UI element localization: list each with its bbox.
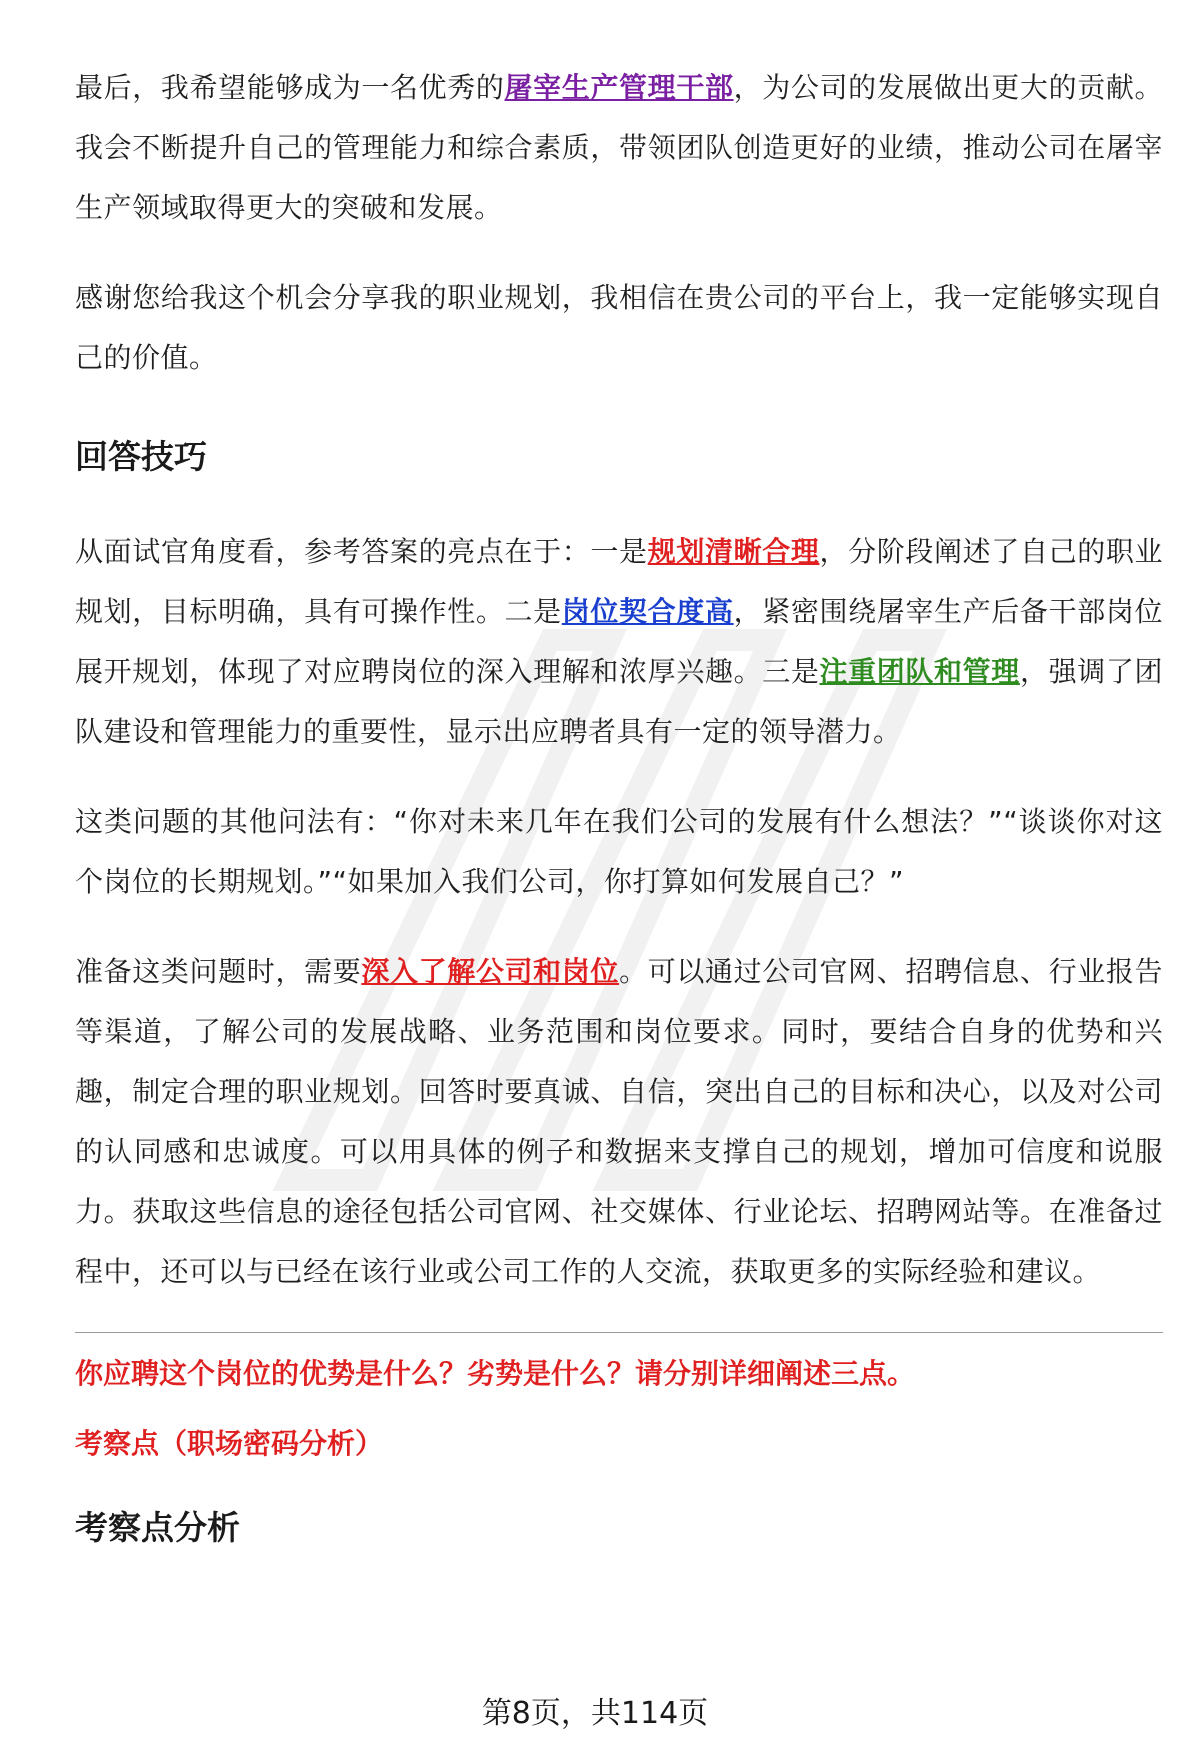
intro-text-1: 最后，我希望能够成为一名优秀的 [75, 71, 505, 104]
tips-paragraph-3 [75, 942, 1163, 1302]
tips-text-2: ，分阶段阐述了自己的职业规划，目标明确，具有可操作性。二是 [75, 535, 1163, 628]
exam-analysis-heading: 考察点分析 [75, 1508, 240, 1547]
tips-text-4: ，强调了团队建设和管理能力的重要性，显示出应聘者具有一定的领导潜力。 [75, 655, 1163, 748]
keyword-link-research[interactable]: 深入了解公司和岗位 [361, 955, 620, 988]
keyword-link-team[interactable]: 注重团队和管理 [819, 655, 1020, 688]
keyword-link-plan[interactable]: 规划清晰合理 [647, 535, 820, 568]
intro-paragraph-2: 感谢您给我这个机会分享我的职业规划，我相信在贵公司的平台上，我一定能够实现自己的价值。 [75, 281, 1163, 374]
prep-text-1: 准备这类问题时，需要 [75, 955, 362, 988]
keyword-link-fit[interactable]: 岗位契合度高 [561, 595, 734, 628]
intro-text-2: ，为公司的发展做出更大的贡献。我会不断提升自己的管理能力和综合素质，带领团队创造更好的业绩，推动公司在屠宰生产领域取得更大的突破和发展。 [75, 71, 1163, 224]
document-page [75, 58, 1163, 1553]
next-question: 你应聘这个岗位的优势是什么？劣势是什么？请分别详细阐述三点。 [75, 1357, 916, 1390]
role-link[interactable]: 屠宰生产管理干部 [504, 71, 734, 104]
tips-text-3: ，紧密围绕屠宰生产后备干部岗位展开规划，体现了对应聘岗位的深入理解和浓厚兴趣。三是 [75, 595, 1163, 688]
intro-paragraph-1 [75, 58, 1163, 238]
page-number: 第8页，共114页 [481, 1696, 709, 1731]
tips-paragraph-1 [75, 522, 1163, 762]
tips-heading: 回答技巧 [75, 437, 207, 476]
section-divider [75, 1332, 1163, 1333]
tips-paragraph-2: 这类问题的其他问法有：“你对未来几年在我们公司的发展有什么想法？”“谈谈你对这个岗位的长期规划。”“如果加入我们公司，你打算如何发展自己？” [75, 805, 1163, 898]
exam-point-label: 考察点（职场密码分析） [75, 1427, 384, 1460]
prep-text-2: 。可以通过公司官网、招聘信息、行业报告等渠道，了解公司的发展战略、业务范围和岗位要求。同时，要结合自身的优势和兴趣，制定合理的职业规划。回答时要真诚、自信，突出自己的目标和决心，以及对公司的认同感和忠诚度。可以用具体的例子和数据来支撑自己的规划，增加可信度和说服力。获取这些信息的途径包括公司官网、社交媒体、行业论坛、招聘网站等。在准备过程中，还可以与已经在该行业或公司工作的人交流，获取更多的实际经验和建议。 [75, 955, 1163, 1288]
tips-text-1: 从面试官角度看，参考答案的亮点在于：一是 [75, 535, 648, 568]
